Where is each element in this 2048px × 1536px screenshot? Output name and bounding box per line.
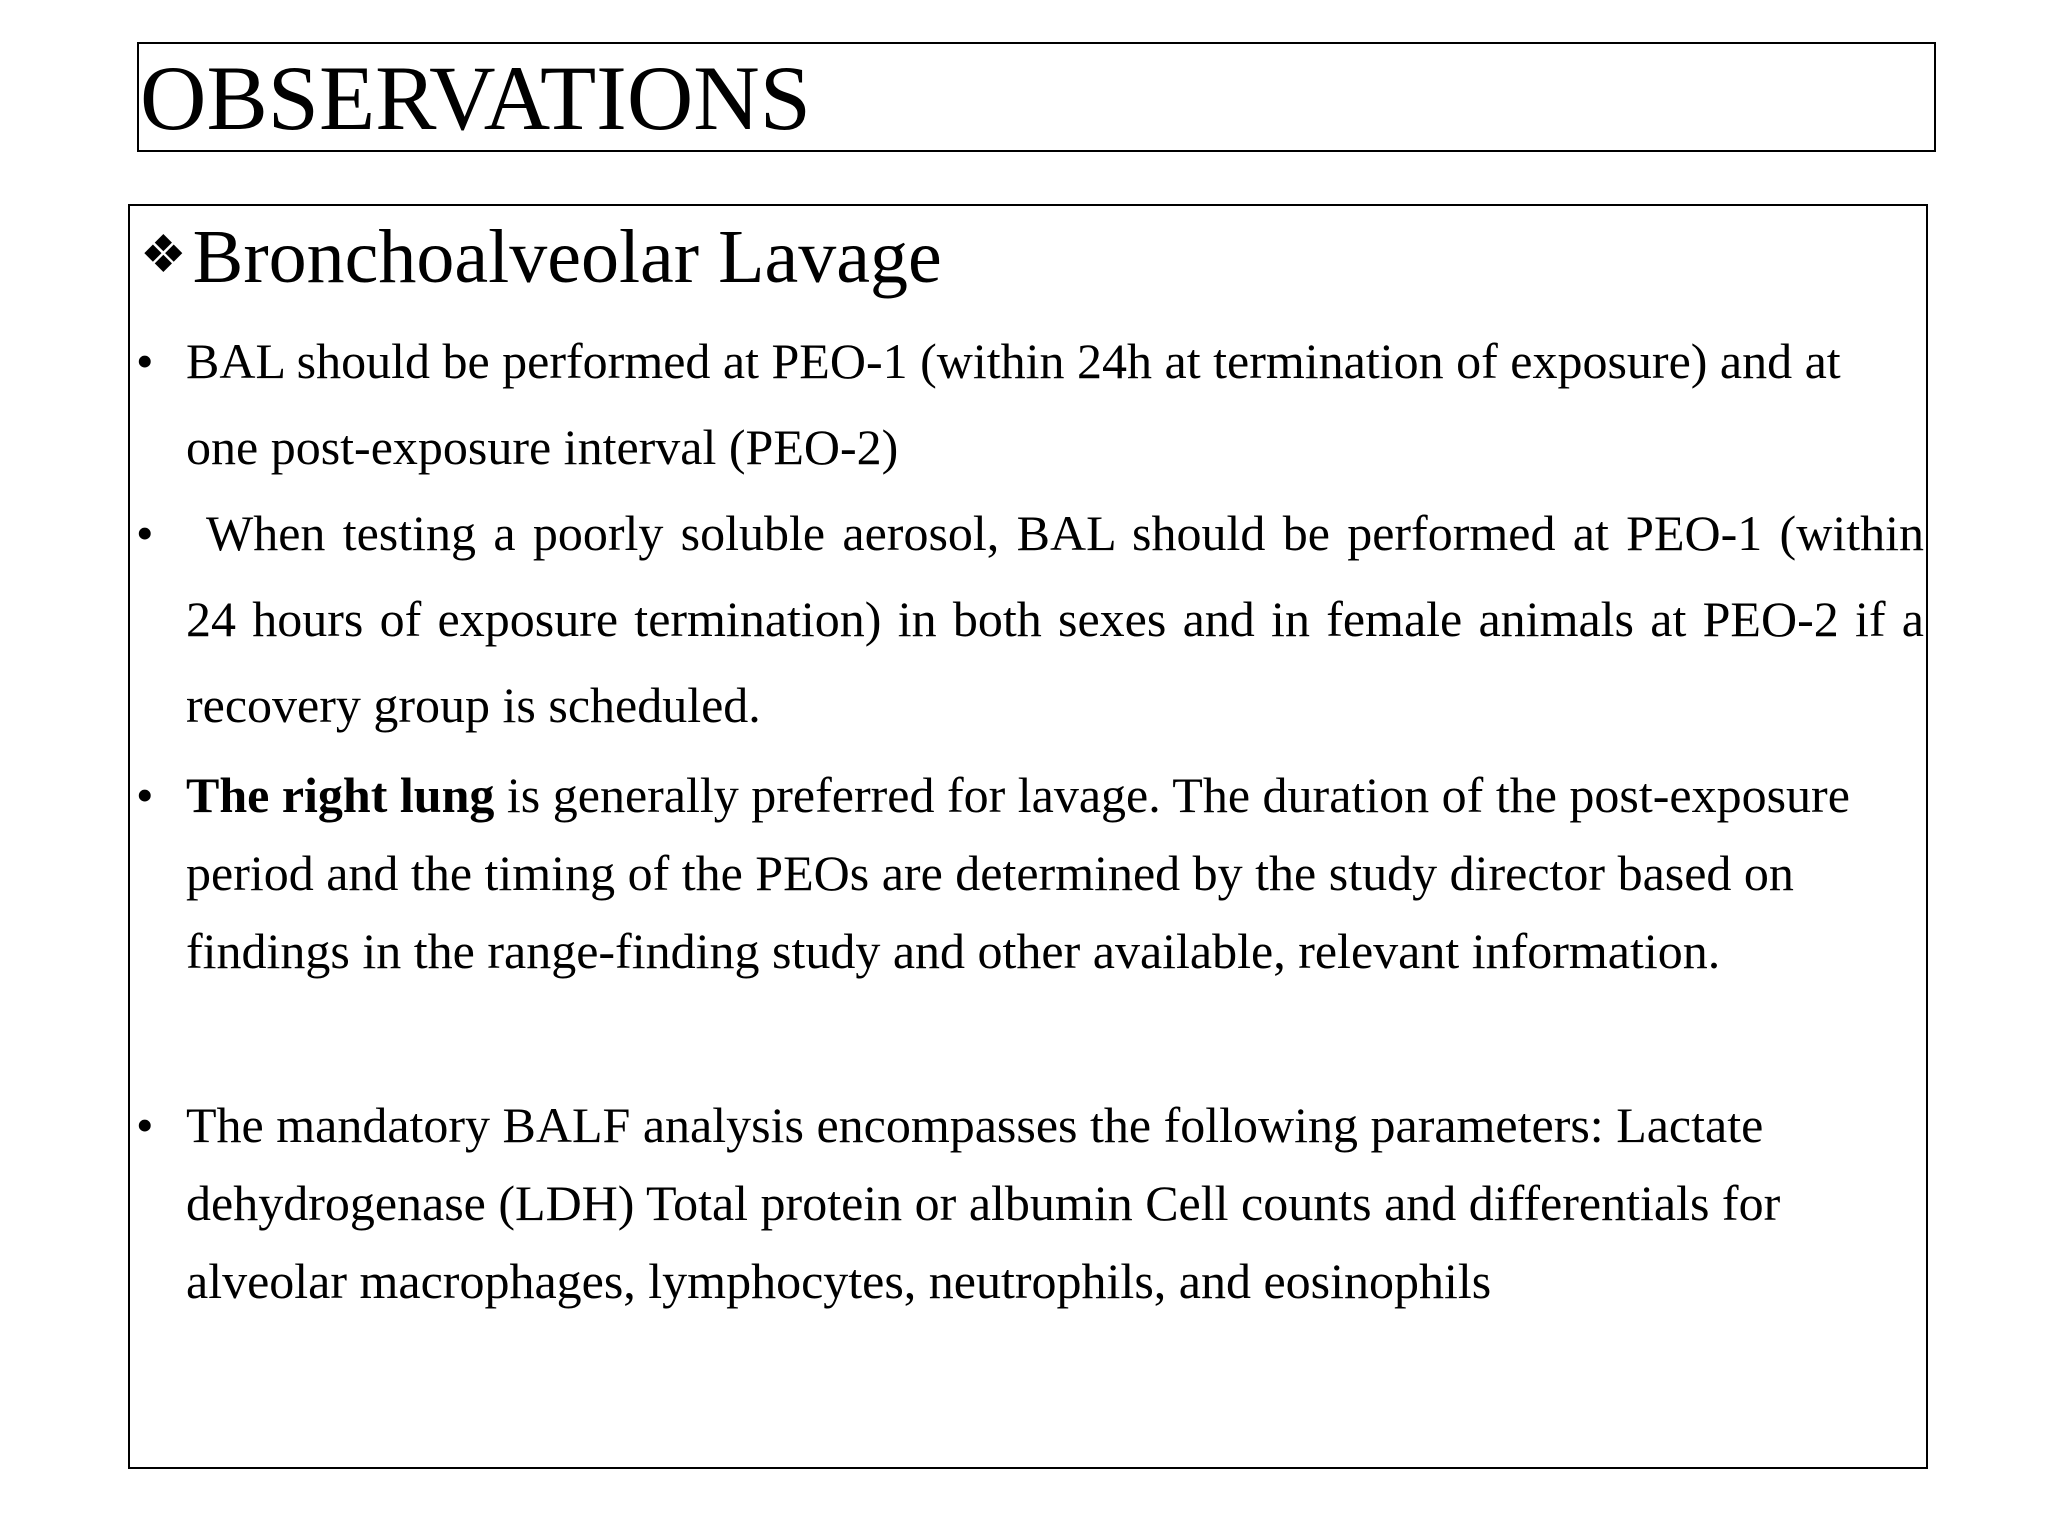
bullet-item [130, 1086, 1924, 1320]
section-heading-text: Bronchoalveolar Lavage [192, 215, 942, 299]
bullet-dot-icon: • [136, 767, 154, 823]
bullet-dot-icon: • [136, 1097, 154, 1153]
bullet-text: The mandatory BALF analysis encompasses the following parameters: Lactate dehydrogenase (LDH) Total protein or albumin Cell counts and differentials for alveolar macrophages, lymphocytes, neutrophils, and eosinophils [186, 1097, 1781, 1309]
bullet-item [130, 756, 1924, 990]
bullet-item [130, 490, 1924, 748]
bullet-text: BAL should be performed at PEO-1 (within 24h at termination of exposure) and at one post-exposure interval (PEO-2) [186, 333, 1841, 475]
bullet-dot-icon: • [136, 505, 154, 561]
bullet-dot-icon: • [136, 333, 154, 389]
bullet-item [130, 318, 1924, 490]
content-box [128, 204, 1928, 1469]
section-heading [140, 214, 942, 301]
title-box [137, 42, 1936, 152]
bullet-rest-text: is generally preferred for lavage. The duration of the post-exposure period and the timing of the PEOs are determined by the study director based on findings in the range-finding study and other available, relevant information. [186, 767, 1850, 979]
diamond-bullet-icon: ❖ [140, 227, 187, 284]
bullet-text [186, 756, 1924, 990]
bullet-text: When testing a poorly soluble aerosol, BAL should be performed at PEO-1 (within 24 hours of exposure termination) in both sexes and in female animals at PEO-2 if a recovery group is scheduled. [186, 505, 1924, 733]
page-title: OBSERVATIONS [140, 47, 811, 149]
bullet-bold-text: The right lung [186, 767, 495, 823]
